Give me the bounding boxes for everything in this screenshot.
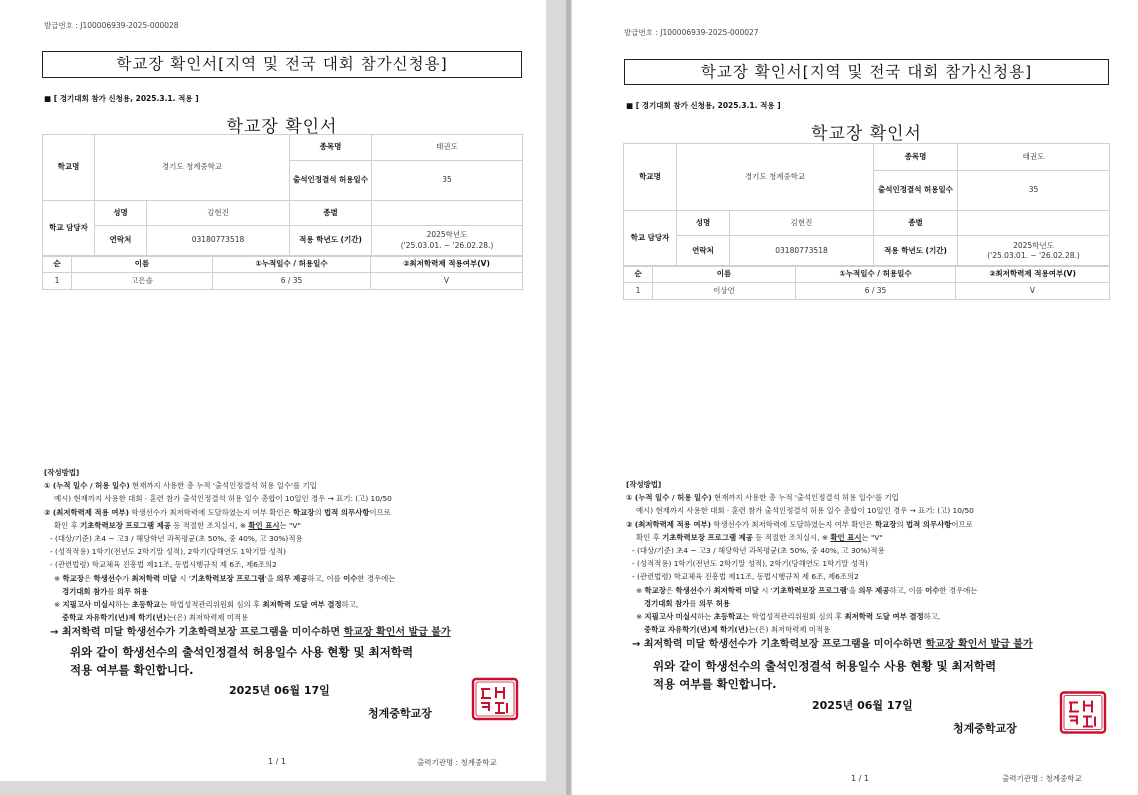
roster-header-no: 순 (43, 257, 72, 273)
guide-note-emph: 학생선수 (675, 585, 705, 595)
guide-item2-text: 학생선수가 최저학력에 도달하였는지 여부 확인은 (129, 507, 294, 517)
grade-value (958, 211, 1110, 236)
page-subtitle: 학교장 확인서 (811, 124, 922, 144)
guide-law: - (관련법령) 학교체육 진흥법 제11조, 동법시행규칙 제 6조, 제6조의2 (50, 560, 277, 570)
roster-cell-days: 6 / 35 (796, 283, 956, 300)
roster-header-name: 이름 (72, 257, 213, 273)
grade-label: 종별 (874, 211, 958, 236)
guide-item2-title: ② (최저학력제 적용 여부) (44, 507, 129, 517)
manager-label: 학교 담당자 (43, 201, 95, 256)
guide-note-emph: 초등학교 (131, 600, 161, 610)
guide-note-emph: 의무 허용 (698, 598, 731, 608)
guide-note: 가 (704, 585, 714, 595)
document-title: 학교장 확인서[지역 및 전국 대회 참가신청용] (624, 59, 1109, 85)
guide-note-emph: 기초학력보장 프로그램 (190, 573, 265, 583)
guide-note-emph: 초등학교 (713, 612, 743, 622)
guide-target: - (대상/기준) 초4 ~ 고3 / 해당학년 과목평균(초 50%, 중 40%, 고 30%)적용 (50, 534, 303, 544)
table-row (43, 273, 523, 290)
guide-note-emph: 의무 허용 (116, 586, 149, 596)
issue-date: 2025년 06월 17일 (812, 699, 913, 712)
print-organization: 출력기관명 : 청계중학교 (417, 758, 497, 767)
guide-note: ※ (636, 612, 645, 622)
document-title: 학교장 확인서[지역 및 전국 대회 참가신청용] (42, 51, 522, 78)
name-value: 김현진 (147, 201, 290, 226)
guide-item2-emph: 학교장 (875, 519, 897, 529)
absence-label: 출석인정결석 허용일수 (290, 161, 372, 201)
guide-heading: [작성방법] (626, 480, 662, 489)
guide-target: - (대상/기준) 초4 ~ 고3 / 해당학년 과목평균(초 50%, 중 40%, 고 30%)적용 (632, 546, 885, 556)
confirmation-line-1: 위와 같이 학생선수의 출석인정결석 허용일수 사용 현황 및 최저학력 (70, 645, 414, 659)
guide-grades: - (성적적용) 1학기(전년도 2학기말 성적), 2학기(당해연도 1학기말 성적) (50, 547, 287, 557)
guide-heading: [작성방법] (44, 468, 80, 477)
year-value: 2025학년도 (426, 230, 468, 240)
guide-note: 는(은) 최저학력제 미적용 (166, 613, 249, 623)
guide-note: 하는 (115, 600, 132, 610)
guide-note-emph: 중학교 자유학기(년)제 학기(년) (644, 625, 749, 635)
guide-item2-text: 이므로 (369, 507, 391, 517)
application-tag: ■ [ 경기대회 참가 신청용, 2025.3.1. 적용 ] (626, 101, 781, 110)
guide-warning: → 최저학력 미달 학생선수가 기초학력보장 프로그램을 미이수하면 (632, 639, 926, 651)
page-number: 1 / 1 (851, 774, 869, 783)
guide-note: 한 경우에는 (357, 573, 396, 583)
guide-note: ※ (54, 600, 63, 610)
guide-note-emph: 의무 제공 (276, 573, 308, 583)
school-value: 경기도 청계중학교 (95, 135, 290, 201)
sport-value: 태권도 (372, 135, 523, 161)
contact-label: 연락처 (677, 236, 730, 267)
guide-note-emph: 지필고사 미실시 (62, 600, 116, 610)
guide-note-emph: 의무 제공 (858, 585, 890, 595)
principal-seal (471, 677, 519, 721)
page-subtitle: 학교장 확인서 (226, 117, 338, 137)
guide-item2-title: ② (최저학력제 적용 여부) (626, 519, 711, 529)
guide-note: 시 ' (176, 573, 191, 583)
confirmation-line-1: 위와 같이 학생선수의 출석인정결석 허용일수 사용 현황 및 최저학력 (653, 659, 997, 673)
guide-note: ※ (54, 573, 63, 583)
roster-cell-minimum: V (371, 273, 523, 290)
roster-cell-name: 이상언 (653, 283, 796, 300)
absence-label: 출석인정결석 허용일수 (874, 171, 958, 211)
guide-item2-text: 등 적절한 조치실시, ※ (752, 532, 831, 542)
school-value: 경기도 청계중학교 (677, 144, 874, 211)
document-page-left (0, 0, 546, 781)
writing-guide (626, 478, 1033, 652)
roster-cell-no: 1 (624, 283, 653, 300)
guide-note: 하고, 이를 (307, 573, 344, 583)
guide-note: 은 (83, 573, 94, 583)
roster-cell-no: 1 (43, 273, 72, 290)
roster-table (623, 265, 1110, 300)
guide-item2-text: 확인 후 (54, 520, 81, 530)
manager-label: 학교 담당자 (624, 211, 677, 267)
year-period: ('25.03.01. ~ '26.02.28.) (400, 240, 494, 250)
principal-name: 청계중학교장 (368, 707, 432, 720)
guide-note: 는 학업성적관리위원회 심의 후 (742, 612, 845, 622)
guide-note-emph: 최저학력 도달 여부 결정 (844, 612, 924, 622)
year-cell (372, 226, 523, 256)
guide-item2-emph: 기초학력보장 프로그램 제공 (80, 520, 171, 530)
guide-item2-emph: 법적 의무사항 (905, 519, 952, 529)
guide-note: '을 (846, 585, 859, 595)
absence-value: 35 (958, 171, 1110, 211)
guide-note: 는 학업성적관리위원회 심의 후 (160, 600, 263, 610)
principal-seal (1059, 690, 1107, 735)
guide-note: 하고, (923, 612, 941, 622)
guide-note: 는(은) 최저학력제 미적용 (748, 625, 831, 635)
guide-item2-mark: 확인 표시 (248, 520, 280, 530)
issue-number: 발급번호 : J100006939-2025-000028 (44, 21, 179, 30)
roster-header-minimum: ②최저학력제 적용여부(V) (371, 257, 523, 273)
guide-item2-text: 등 적절한 조치실시, ※ (170, 520, 249, 530)
year-label: 적용 학년도 (기간) (874, 236, 958, 267)
document-page-right (572, 0, 1138, 795)
principal-name: 청계중학교장 (953, 722, 1017, 735)
school-label: 학교명 (43, 135, 95, 201)
guide-note-emph: 경기대회 참가 (62, 586, 108, 596)
guide-note-emph: 중학교 자유학기(년)제 학기(년) (62, 613, 167, 623)
guide-item1-title: ① (누적 일수 / 허용 일수) (44, 481, 130, 491)
guide-item2-emph: 학교장 (293, 507, 315, 517)
guide-note-emph: 이수 (925, 585, 940, 595)
guide-note-emph: 기초학력보장 프로그램 (772, 585, 847, 595)
roster-header-days: ①누적일수 / 허용일수 (213, 257, 371, 273)
roster-table (42, 256, 523, 290)
confirmation-line-2: 적용 여부를 확인합니다. (70, 663, 194, 677)
guide-note-emph: 학교장 (644, 585, 666, 595)
confirmation-text (653, 657, 996, 693)
guide-item1-text: 현재까지 사용한 총 누적 '출석인정결석 허용 일수'를 기입 (711, 493, 899, 503)
guide-note-emph: 최저학력 미달 (131, 573, 177, 583)
roster-cell-minimum: V (956, 283, 1110, 300)
guide-note: 하고, (341, 600, 359, 610)
guide-item2-text: 확인 후 (636, 532, 663, 542)
guide-note-emph: 최저학력 도달 여부 결정 (262, 600, 342, 610)
print-organization: 출력기관명 : 청계중학교 (1002, 774, 1082, 783)
guide-item1-title: ① (누적 일수 / 허용 일수) (626, 493, 712, 503)
guide-item2-text: 의 (314, 507, 324, 517)
guide-law: - (관련법령) 학교체육 진흥법 제11조, 동법시행규칙 제 6조, 제6조의2 (632, 572, 859, 582)
grade-label: 종별 (290, 201, 372, 226)
year-period: ('25.03.01. ~ '26.02.28.) (987, 251, 1080, 260)
page-number: 1 / 1 (268, 757, 286, 766)
roster-header-days: ①누적일수 / 허용일수 (796, 266, 956, 283)
guide-note: 가 (122, 573, 132, 583)
school-label: 학교명 (624, 144, 677, 211)
issue-date: 2025년 06월 17일 (229, 684, 330, 697)
grade-value (372, 201, 523, 226)
guide-note: ※ (636, 585, 645, 595)
guide-note-emph: 최저학력 미달 (713, 585, 759, 595)
guide-item2-text: 는 "V" (861, 532, 883, 542)
roster-header-name: 이름 (653, 266, 796, 283)
guide-note: 를 (107, 586, 117, 596)
contact-label: 연락처 (95, 226, 147, 256)
name-value: 김현진 (730, 211, 874, 236)
year-value: 2025학년도 (1013, 240, 1054, 250)
guide-note-emph: 지필고사 미실시 (644, 612, 698, 622)
guide-warning: → 최저학력 미달 학생선수가 기초학력보장 프로그램을 미이수하면 (50, 627, 344, 639)
page-divider (566, 0, 571, 795)
guide-warning-emph: 학교장 확인서 발급 불가 (925, 639, 1033, 651)
guide-note: 시 ' (758, 585, 773, 595)
guide-note: '을 (264, 573, 277, 583)
guide-item2-text: 의 (896, 519, 906, 529)
confirmation-line-2: 적용 여부를 확인합니다. (653, 677, 777, 691)
guide-item1-example: 예시) 현재까지 사용한 대회 · 훈련 참가 출석인정결석 허용 일수 총합이 10일인 경우 → 표기: (고) 10/50 (54, 494, 392, 504)
confirmation-text (70, 643, 413, 679)
guide-item2-text: 학생선수가 최저학력에 도달하였는지 여부 확인은 (711, 519, 876, 529)
guide-item2-emph: 기초학력보장 프로그램 제공 (662, 532, 753, 542)
roster-cell-days: 6 / 35 (213, 273, 371, 290)
guide-note-emph: 이수 (343, 573, 358, 583)
table-row (624, 283, 1110, 300)
name-label: 성명 (95, 201, 147, 226)
guide-note: 를 (689, 598, 699, 608)
roster-header-minimum: ②최저학력제 적용여부(V) (956, 266, 1110, 283)
sport-value: 태권도 (958, 144, 1110, 171)
year-cell (958, 236, 1110, 267)
roster-header-no: 순 (624, 266, 653, 283)
guide-item2-text: 이므로 (951, 519, 973, 529)
guide-note: 은 (665, 585, 676, 595)
info-table (42, 134, 523, 256)
guide-grades: - (성적적용) 1학기(전년도 2학기말 성적), 2학기(당해연도 1학기말 성적) (632, 559, 869, 569)
contact-value: 03180773518 (730, 236, 874, 267)
year-label: 적용 학년도 (기간) (290, 226, 372, 256)
guide-note: 한 경우에는 (939, 585, 978, 595)
guide-item2-emph: 법적 의무사항 (323, 507, 370, 517)
name-label: 성명 (677, 211, 730, 236)
info-table (623, 143, 1110, 267)
roster-cell-name: 고은솔 (72, 273, 213, 290)
guide-note: 하는 (697, 612, 714, 622)
sport-label: 종목명 (290, 135, 372, 161)
guide-warning-emph: 학교장 확인서 발급 불가 (343, 627, 451, 639)
sport-label: 종목명 (874, 144, 958, 171)
guide-note-emph: 경기대회 참가 (644, 598, 690, 608)
guide-item2-text: 는 "V" (279, 520, 301, 530)
application-tag: ■ [ 경기대회 참가 신청용, 2025.3.1. 적용 ] (44, 94, 199, 103)
contact-value: 03180773518 (147, 226, 290, 256)
guide-note-emph: 학교장 (62, 573, 84, 583)
guide-note: 하고, 이를 (889, 585, 926, 595)
issue-number: 발급번호 : J100006939-2025-000027 (624, 28, 759, 37)
guide-note-emph: 학생선수 (93, 573, 123, 583)
writing-guide (44, 466, 451, 640)
guide-item1-example: 예시) 현재까지 사용한 대회 · 훈련 참가 출석인정결석 허용 일수 총합이 10일인 경우 → 표기: (고) 10/50 (636, 506, 974, 516)
absence-value: 35 (372, 161, 523, 201)
guide-item2-mark: 확인 표시 (830, 532, 862, 542)
guide-item1-text: 현재까지 사용한 총 누적 '출석인정결석 허용 일수'를 기입 (129, 481, 317, 491)
